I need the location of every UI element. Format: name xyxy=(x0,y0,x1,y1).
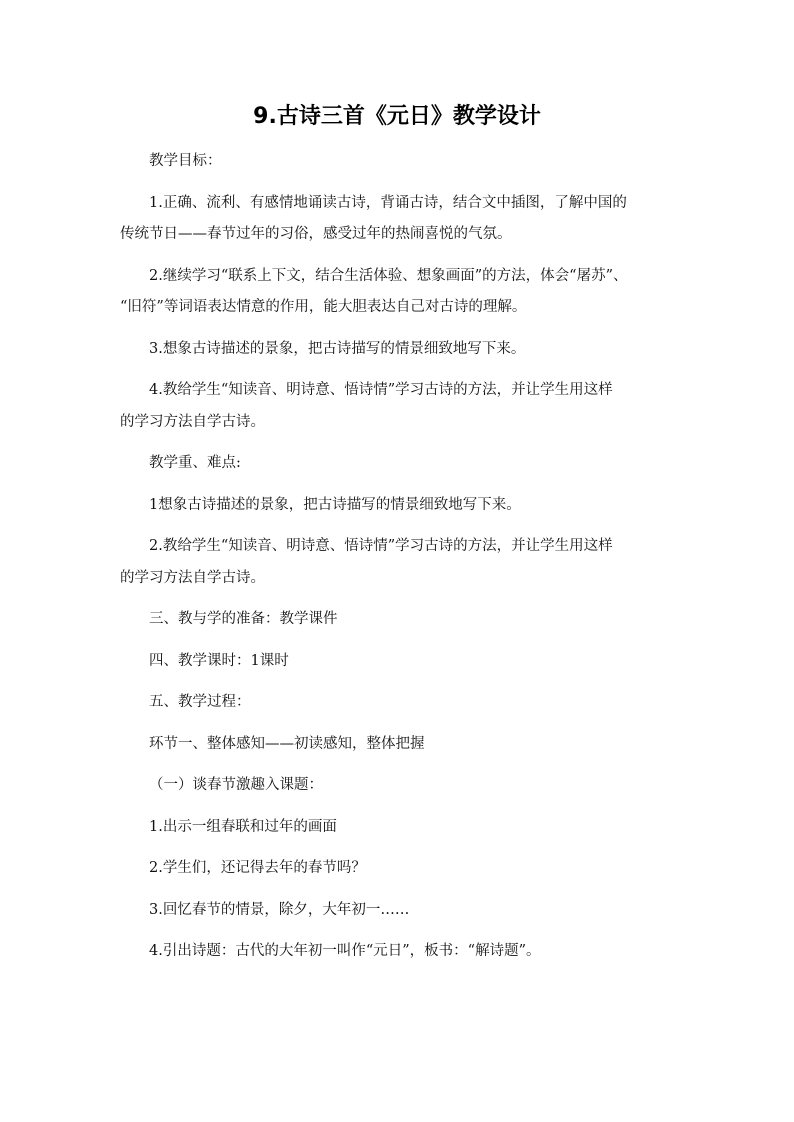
paragraph xyxy=(120,770,676,802)
paragraph xyxy=(120,531,676,594)
paragraph-continuation-line: “旧符”等词语表达情意的作用，能大胆表达自己对古诗的理解。 xyxy=(120,299,527,315)
paragraph-continuation-line: 的学习方法自学古诗。 xyxy=(120,569,265,586)
paragraph-line: 1想象古诗描述的景象，把古诗描写的情景细致地写下来。 xyxy=(149,496,521,513)
paragraph-line: 2.继续学习“联系上下文，结合生活体验、想象画面”的方法，体会“屠苏”、 xyxy=(149,267,628,284)
paragraph-line: 3.想象古诗描述的景象，把古诗描写的情景细致地写下来。 xyxy=(149,340,526,357)
document-title: 9.古诗三首《元日》教学设计 xyxy=(253,104,541,129)
paragraph-line: 三、教与学的准备：教学课件 xyxy=(149,611,338,627)
paragraph xyxy=(120,448,676,480)
paragraph xyxy=(120,146,676,178)
paragraph xyxy=(120,261,676,324)
paragraph-line: 3.回忆春节的情景，除夕，大年初一…… xyxy=(149,901,410,918)
paragraph-line: 4.引出诗题：古代的大年初一叫作“元日”，板书：“解诗题”。 xyxy=(149,943,541,959)
paragraph xyxy=(120,729,676,761)
paragraph xyxy=(120,687,676,719)
paragraph-line: 教学目标： xyxy=(149,153,222,169)
paragraph xyxy=(120,812,676,844)
paragraph xyxy=(120,646,676,678)
paragraph-line: 1.出示一组春联和过年的画面 xyxy=(149,818,337,835)
paragraph-line: 四、教学课时：1课时 xyxy=(149,652,289,669)
paragraph xyxy=(120,188,676,251)
paragraph xyxy=(120,375,676,438)
paragraph-line: 1.正确、流利、有感情地诵读古诗，背诵古诗，结合文中插图，了解中国的 xyxy=(149,194,627,211)
paragraph xyxy=(120,334,676,366)
document-body xyxy=(120,146,676,978)
paragraph-line: 2.教给学生“知读音、明诗意、悟诗情”学习古诗的方法，并让学生用这样 xyxy=(149,538,613,554)
paragraph-continuation-line: 的学习方法自学古诗。 xyxy=(120,413,265,430)
paragraph xyxy=(120,895,676,927)
paragraph-line: 五、教学过程： xyxy=(149,694,251,710)
paragraph xyxy=(120,936,676,968)
paragraph xyxy=(120,853,676,885)
paragraph xyxy=(120,604,676,636)
paragraph-line: 教学重、难点: xyxy=(149,455,241,471)
paragraph-line: （一）谈春节激趣入课题： xyxy=(149,777,323,793)
paragraph-line: 环节一、整体感知——初读感知，整体把握 xyxy=(149,735,425,752)
paragraph xyxy=(120,490,676,522)
paragraph-line: 2.学生们，还记得去年的春节吗？ xyxy=(149,860,366,876)
paragraph-continuation-line: 传统节日——春节过年的习俗，感受过年的热闹喜悦的气氛。 xyxy=(120,226,512,242)
paragraph-line: 4.教给学生“知读音、明诗意、悟诗情”学习古诗的方法，并让学生用这样 xyxy=(149,382,613,398)
